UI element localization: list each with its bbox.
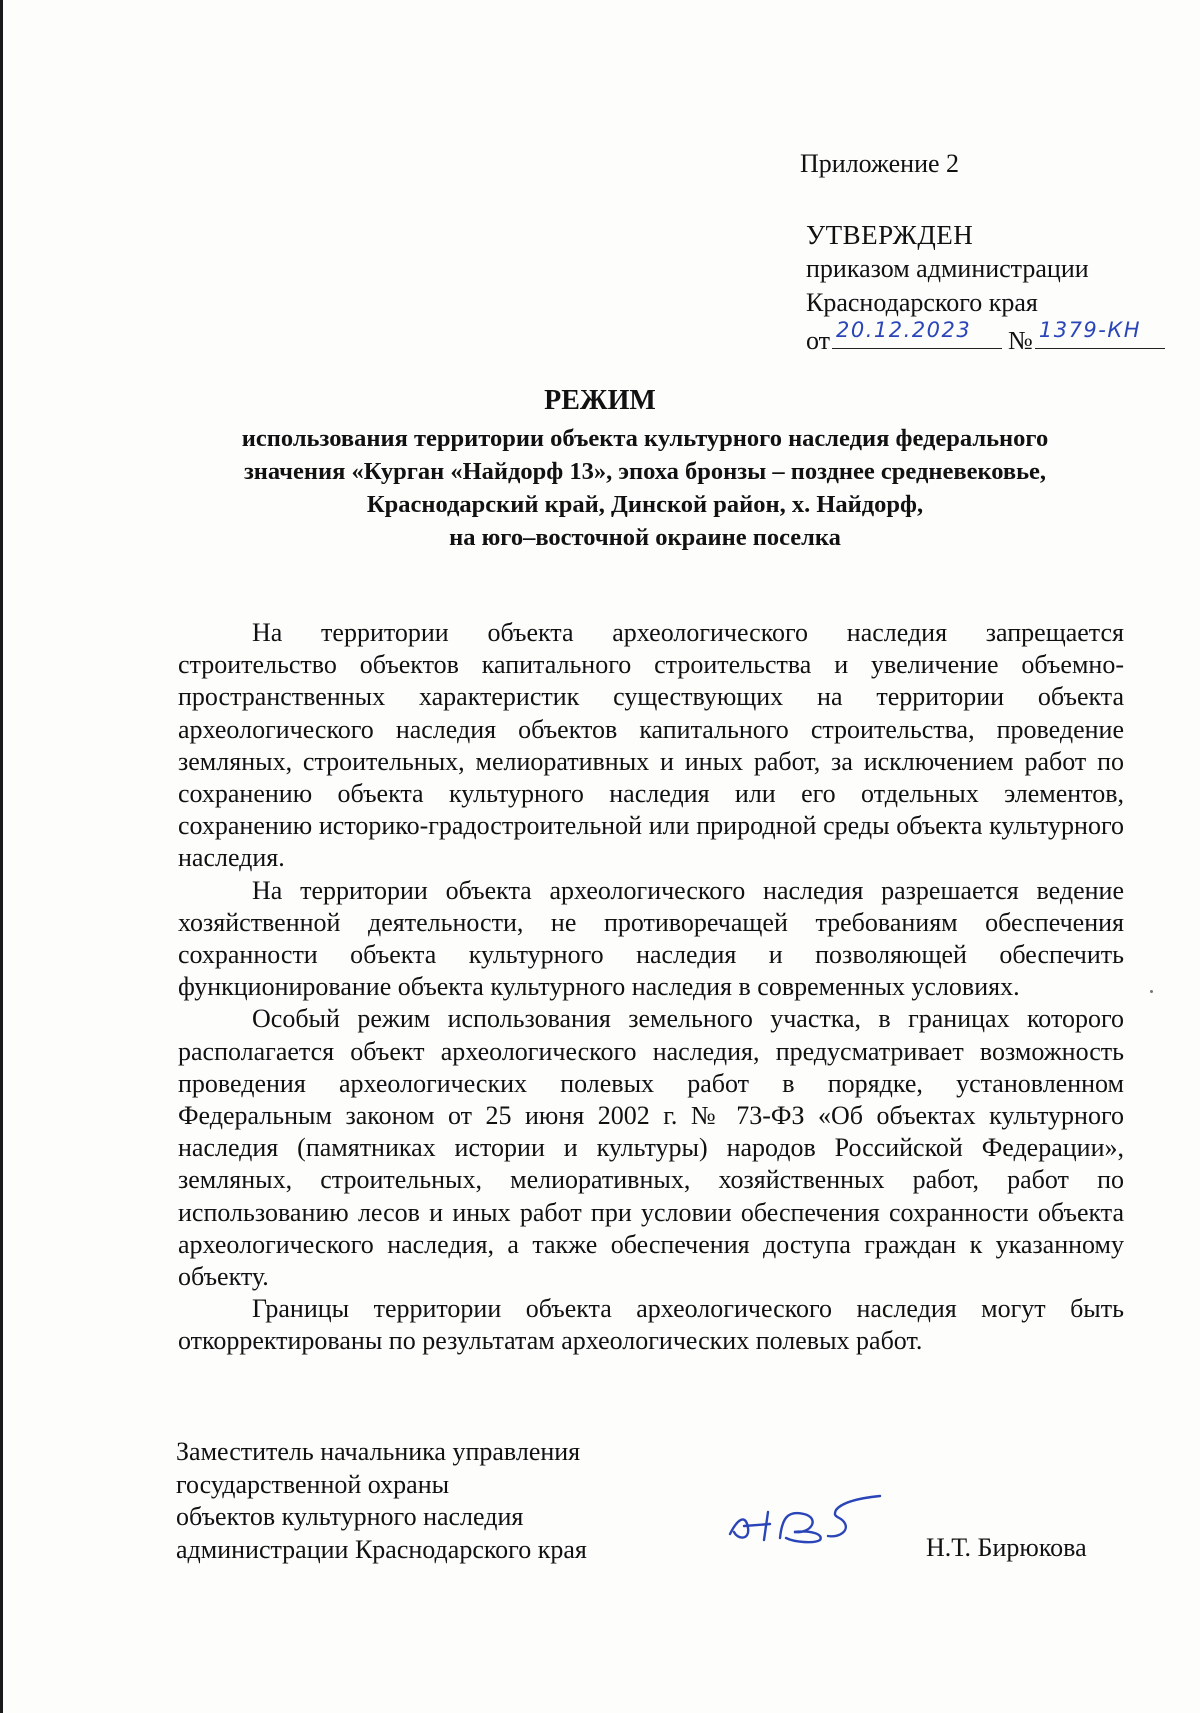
order-number-handwritten: 1379-КН bbox=[1038, 318, 1142, 342]
document-subtitle bbox=[170, 422, 1120, 554]
document-body bbox=[178, 617, 1124, 1358]
signatory-line-1: Заместитель начальника управления bbox=[176, 1437, 581, 1466]
signatory-position bbox=[176, 1436, 587, 1566]
signatory-line-3: объектов культурного наследия bbox=[176, 1502, 524, 1531]
paragraph-special-regime: Особый режим использования земельного участка, в границах которого располагается объект археологического наследия, предусматривает возможность проведения археологических полевых работ в порядке, установленном Федеральным законом от 25 июня 2002 г. № 73-ФЗ «Об объектах культурного наследия (памятниках истории и культуры) народов Российской Федерации», земляных, строительных, мелиоративных, хозяйственных работ, работ по использованию лесов и иных работ при условии обеспечения сохранности объекта археологического наследия, а также обеспечения доступа граждан к указанному объекту. bbox=[178, 1004, 1124, 1292]
approval-heading: УТВЕРЖДЕН bbox=[806, 220, 974, 250]
scan-speck bbox=[1150, 990, 1153, 993]
order-date-field bbox=[832, 318, 1002, 349]
paragraph-boundaries: Границы территории объекта археологического наследия могут быть откорректированы по результатам археологических полевых работ. bbox=[178, 1294, 1124, 1356]
subtitle-line-1: использования территории объекта культурного наследия федерального bbox=[241, 425, 1049, 452]
subtitle-line-3: Краснодарский край, Динской район, х. Найдорф, bbox=[366, 491, 924, 518]
subtitle-line-4: на юго–восточной окраине поселка bbox=[449, 524, 841, 551]
order-date-prefix: от bbox=[806, 326, 831, 355]
order-date-handwritten: 20.12.2023 bbox=[836, 318, 972, 342]
approval-stamp bbox=[806, 218, 1089, 320]
subtitle-line-2: значения «Курган «Найдорф 13», эпоха бронзы – позднее средневековье, bbox=[243, 458, 1047, 485]
order-reference bbox=[806, 318, 1165, 358]
signatory-line-4: администрации Краснодарского края bbox=[176, 1534, 587, 1564]
scan-edge bbox=[0, 0, 3, 1713]
paragraph-permitted-activity: На территории объекта археологического наследия разрешается ведение хозяйственной деятельности, не противоречащей требованиям обеспечения сохранности объекта культурного наследия и позволяющей обеспечить функционирование объекта культурного наследия в современных условиях. bbox=[178, 875, 1124, 1002]
approval-line-2: Краснодарского края bbox=[806, 288, 1038, 317]
document-title: РЕЖИМ bbox=[544, 385, 656, 416]
order-number-field bbox=[1035, 318, 1165, 349]
order-number-prefix: № bbox=[1008, 326, 1033, 355]
approval-line-1: приказом администрации bbox=[806, 254, 1089, 283]
signatory-line-2: государственной охраны bbox=[176, 1469, 450, 1499]
signatory-name: Н.Т. Бирюкова bbox=[926, 1533, 1087, 1562]
paragraph-prohibitions: На территории объекта археологического наследия запрещается строительство объектов капитального строительства и увеличение объемно-пространственных характеристик существующих на территории объекта археологического наследия объектов капитального строительства, проведение земляных, строительных, мелиоративных и иных работ, за исключением работ по сохранению объекта культурного наследия или его отдельных элементов, сохранению историко-градостроительной или природной среды объекта культурного наследия. bbox=[178, 618, 1124, 873]
handwritten-signature bbox=[724, 1488, 884, 1544]
appendix-label: Приложение 2 bbox=[800, 149, 960, 178]
